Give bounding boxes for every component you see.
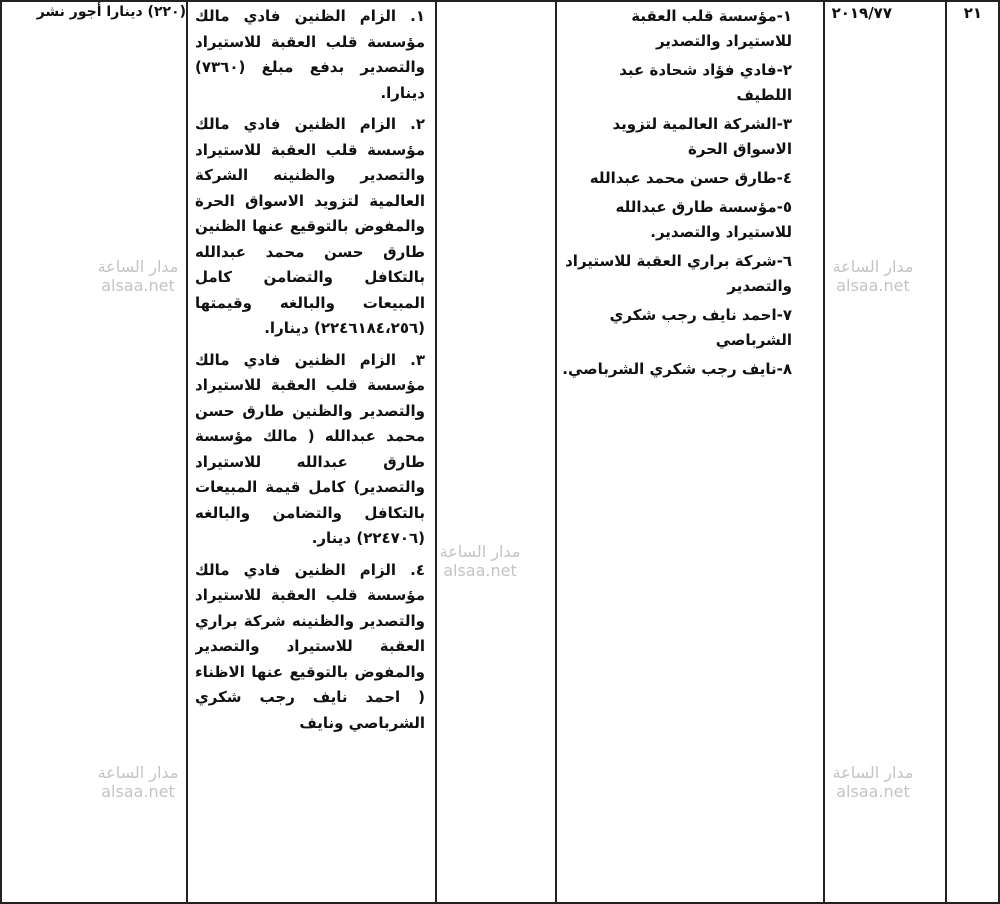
column-divider bbox=[555, 0, 557, 904]
party-item: ٨-نايف رجب شكري الشرباصي. bbox=[562, 360, 792, 378]
party-item: ٦-شركة براري العقبة للاستيراد والتصدير bbox=[565, 252, 792, 295]
column-divider bbox=[945, 0, 947, 904]
claim-item: ٣. الزام الظنين فادي مالك مؤسسة قلب العقبة للاستيراد والتصدير والظنين طارق حسن محمد عبدالله ( مالك مؤسسة طارق عبدالله للاستيراد والتصدير) كامل قيمة المبيعات بالتكافل والتضامن والبالغه (٢٢٤٧٠٦) دينار. bbox=[195, 350, 425, 547]
watermark: مدار الساعة alsaa.net bbox=[832, 257, 914, 295]
watermark: مدار الساعة alsaa.net bbox=[439, 542, 521, 580]
claim-item: ١. الزام الظنين فادي مالك مؤسسة قلب العقبة للاستيراد والتصدير بدفع مبلغ (٧٣٦٠) دينارا. bbox=[195, 7, 425, 102]
claims-list bbox=[195, 0, 425, 904]
party-item: ١-مؤسسة قلب العقبة للاستيراد والتصدير bbox=[631, 7, 792, 50]
claim-item: ٢. الزام الظنين فادي مالك مؤسسة قلب العقبة للاستيراد والتصدير والظنينه الشركة العالمية لتزويد الاسواق الحرة والمفوض بالتوقيع عنها الظنين طارق حسن محمد عبدالله بالتكافل والتضامن كامل المبيعات والبالغه وقيمتها (٢٢٤٦١٨٤،٢٥٦) دينارا. bbox=[195, 115, 425, 337]
case-number: ٢٠١٩/٧٧ bbox=[831, 4, 892, 22]
watermark: مدار الساعة alsaa.net bbox=[832, 763, 914, 801]
parties-list bbox=[560, 0, 792, 904]
watermark: مدار الساعة alsaa.net bbox=[97, 257, 179, 295]
watermark: مدار الساعة alsaa.net bbox=[97, 763, 179, 801]
serial-number: ٢١ bbox=[963, 4, 982, 22]
party-item: ٥-مؤسسة طارق عبدالله للاستيراد والتصدير. bbox=[615, 198, 792, 241]
column-divider bbox=[435, 0, 437, 904]
party-item: ٧-احمد نايف رجب شكري الشرباصي bbox=[609, 306, 792, 349]
party-item: ٤-طارق حسن محمد عبدالله bbox=[589, 169, 792, 187]
party-item: ٢-فادي فؤاد شحادة عبد اللطيف bbox=[619, 61, 792, 104]
claim-item: ٤. الزام الظنين فادي مالك مؤسسة قلب العقبة للاستيراد والتصدير والظنينه شركة براري العقبة للاستيراد والتصدير والمفوض بالتوقيع عنها الاظناء ( احمد نايف رجب شكري الشرباصي ونايف bbox=[195, 560, 425, 732]
publication-fee: (٢٢٠) دينارا أجور نشر bbox=[36, 4, 186, 20]
party-item: ٣-الشركة العالمية لتزويد الاسواق الحرة bbox=[612, 115, 792, 158]
